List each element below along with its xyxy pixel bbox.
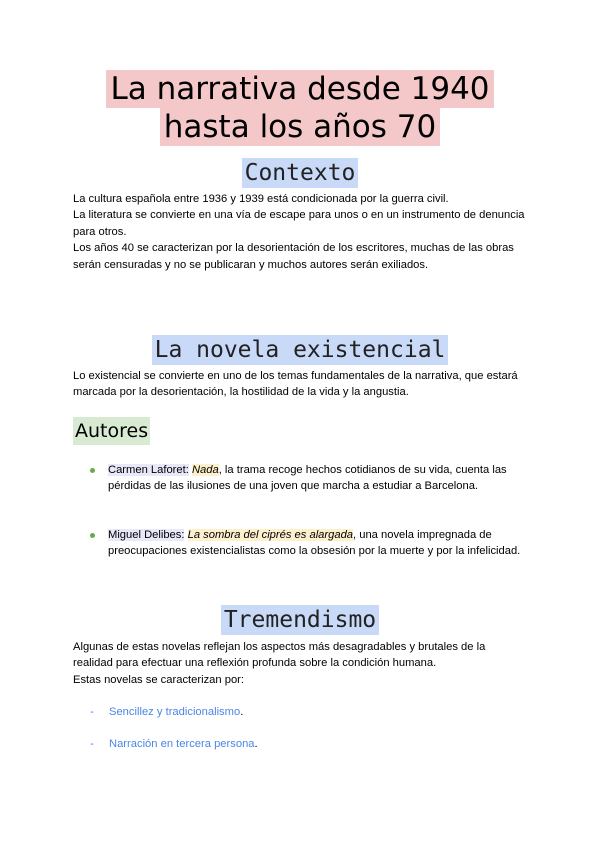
page-title <box>0 70 600 146</box>
existencial-heading-row <box>0 335 600 365</box>
author-name: Carmen Laforet: <box>108 464 189 476</box>
tremendismo-heading-row <box>0 605 600 635</box>
autores-heading: Autores <box>73 417 150 445</box>
book-title: La sombra del ciprés es alargada <box>187 529 354 541</box>
tremendismo-text: Algunas de estas novelas reflejan los aspectos más desagradables y brutales de la realidad para efectuar una reflexión profunda sobre la condición humana. <box>73 641 486 670</box>
existencial-paragraph <box>73 368 528 401</box>
bullet-icon <box>90 468 95 473</box>
feature-text: Narración en tercera persona <box>109 738 255 750</box>
feature-text: Sencillez y tradicionalismo <box>109 706 241 718</box>
existencial-heading: La novela existencial <box>152 335 449 365</box>
title-line-1: La narrativa desde 1940 <box>106 70 493 108</box>
existencial-text: Lo existencial se convierte en uno de los temas fundamentales de la narrativa, que estará marcada por la desorientación, la hostilidad de la vida y la angustia. <box>73 370 518 399</box>
contexto-heading: Contexto <box>242 158 359 188</box>
bullet-icon <box>90 533 95 538</box>
dash-marker: - <box>90 738 94 750</box>
contexto-paragraph <box>73 191 528 273</box>
tremendismo-heading: Tremendismo <box>221 605 379 635</box>
title-line-2: hasta los años 70 <box>160 108 440 146</box>
contexto-heading-row <box>0 158 600 188</box>
tremendismo-paragraph <box>73 639 528 688</box>
feature-end: . <box>254 738 258 750</box>
author-description: , la trama recoge hechos cotidianos de su vida, cuenta las pérdidas de las ilusiones de una joven que marcha a estudiar a Barcelona. <box>108 464 507 493</box>
book-title: Nada <box>191 464 219 476</box>
contexto-line-2: La literatura se convierte en una vía de escape para unos o en un instrumento de denuncia para otros. <box>73 209 525 238</box>
tremendismo-intro: Estas novelas se caracterizan por: <box>73 673 245 686</box>
contexto-line-3: Los años 40 se caracterizan por la desorientación de los escritores, muchas de las obras serán censuradas y no se publicaran y muchos autores serán exiliados. <box>73 242 514 271</box>
author-description: , una novela impregnada de preocupaciones existencialistas como la obsesión por la muerte y por la infelicidad. <box>108 529 521 558</box>
contexto-line-1: La cultura española entre 1936 y 1939 está condicionada por la guerra civil. <box>73 193 449 205</box>
feature-end: . <box>240 706 244 718</box>
author-name: Miguel Delibes: <box>108 529 185 541</box>
dash-marker: - <box>90 706 94 718</box>
